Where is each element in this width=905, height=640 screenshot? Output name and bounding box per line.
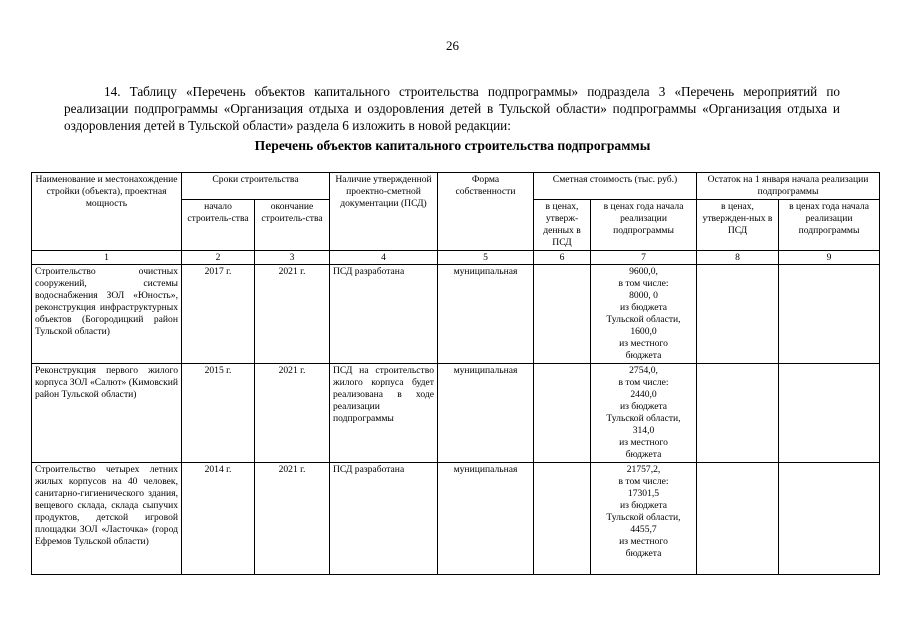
table-caption: Перечень объектов капитального строительства подпрограммы — [254, 138, 651, 153]
remainder-approved — [697, 265, 779, 364]
ownership-form: муниципальная — [438, 265, 534, 364]
table-row — [32, 463, 880, 575]
column-number-row — [32, 251, 880, 265]
intro-paragraph: 14. Таблицу «Перечень объектов капитального строительства подпрограммы» подраздела 3 «Перечень мероприятий по реализации подпрограммы «Организация отдыха и оздоровления детей в Тульской области» подпрограммы «Организация отдыха и оздоровления детей в Тульской области» раздела 6 изложить в новой редакции: — [64, 84, 840, 134]
estimate-line: 21757,2, — [626, 464, 661, 475]
estimate-line: в том числе: — [618, 278, 669, 289]
construction-start: 2015 г. — [182, 364, 255, 463]
ownership-form: муниципальная — [438, 463, 534, 575]
estimate-line: 2754,0, — [629, 365, 658, 376]
object-name: Реконструкция первого жилого корпуса ЗОЛ «Салют» (Кимовский район Тульской области) — [32, 364, 182, 463]
header-end: окончание строитель-ства — [255, 200, 330, 251]
construction-start: 2017 г. — [182, 265, 255, 364]
estimate-line: Тульской области, — [606, 512, 681, 523]
column-number: 4 — [330, 251, 438, 265]
estimate-line: Тульской области, — [606, 413, 681, 424]
estimate-year — [591, 463, 697, 575]
ownership-form: муниципальная — [438, 364, 534, 463]
header-name: Наименование и местонахождение стройки (объекта), проектная мощность — [32, 173, 182, 251]
estimate-line: из бюджета — [619, 500, 668, 511]
header-remainder-year: в ценах года начала реализации подпрограммы — [779, 200, 880, 251]
object-name: Строительство четырех летних жилых корпусов на 40 человек, санитарно-гигиенического здания, вещевого склада, склада сыпучих продуктов, детской игровой площадки ЗОЛ «Ласточка» (город Ефремов Тульской области) — [32, 463, 182, 575]
remainder-approved — [697, 463, 779, 575]
estimate-line: в том числе: — [618, 476, 669, 487]
header-row-top — [32, 173, 880, 200]
construction-end: 2021 г. — [255, 265, 330, 364]
column-number: 1 — [32, 251, 182, 265]
estimate-line: 8000, 0 — [629, 290, 658, 301]
estimate-year — [591, 364, 697, 463]
estimate-line: 2440,0 — [630, 389, 657, 400]
estimate-approved — [534, 463, 591, 575]
estimate-line: 9600,0, — [629, 266, 658, 277]
estimate-line: из бюджета — [619, 302, 668, 313]
column-number: 9 — [779, 251, 880, 265]
construction-end: 2021 г. — [255, 463, 330, 575]
estimate-line: 314,0 — [632, 425, 655, 436]
remainder-year — [779, 265, 880, 364]
remainder-year — [779, 463, 880, 575]
column-number: 6 — [534, 251, 591, 265]
psd-status: ПСД на строительство жилого корпуса будет реализована в ходе реализации подпрограммы — [330, 364, 438, 463]
psd-status: ПСД разработана — [330, 463, 438, 575]
psd-status: ПСД разработана — [330, 265, 438, 364]
construction-end: 2021 г. — [255, 364, 330, 463]
header-remainder-approved: в ценах, утвержден-ных в ПСД — [697, 200, 779, 251]
construction-start: 2014 г. — [182, 463, 255, 575]
table-row — [32, 364, 880, 463]
header-estimate-approved: в ценах, утверж-денных в ПСД — [534, 200, 591, 251]
estimate-line: из местного — [619, 338, 668, 349]
column-number: 2 — [182, 251, 255, 265]
header-start: начало строитель-ства — [182, 200, 255, 251]
estimate-line: Тульской области, — [606, 314, 681, 325]
column-number: 3 — [255, 251, 330, 265]
estimate-approved — [534, 364, 591, 463]
estimate-line: 4455,7 — [630, 524, 657, 535]
estimate-line: бюджета — [625, 350, 662, 361]
estimate-approved — [534, 265, 591, 364]
header-ownership: Форма собственности — [438, 173, 534, 251]
estimate-line: из бюджета — [619, 401, 668, 412]
estimate-year — [591, 265, 697, 364]
object-name: Строительство очистных сооружений, системы водоснабжения ЗОЛ «Юность», реконструкция инфраструктурных объектов (Богородицкий район Тульской области) — [32, 265, 182, 364]
estimate-line: в том числе: — [618, 377, 669, 388]
table-row — [32, 265, 880, 364]
remainder-year — [779, 364, 880, 463]
remainder-approved — [697, 364, 779, 463]
page-number: 26 — [446, 38, 459, 53]
estimate-line: бюджета — [625, 449, 662, 460]
estimate-line: из местного — [619, 536, 668, 547]
estimate-line: бюджета — [625, 548, 662, 559]
capital-objects-table — [31, 172, 880, 575]
header-estimate: Сметная стоимость (тыс. руб.) — [534, 173, 697, 200]
column-number: 8 — [697, 251, 779, 265]
column-number: 7 — [591, 251, 697, 265]
estimate-line: 1600,0 — [630, 326, 657, 337]
estimate-line: 17301,5 — [627, 488, 660, 499]
header-remainder: Остаток на 1 января начала реализации подпрограммы — [697, 173, 880, 200]
column-number: 5 — [438, 251, 534, 265]
header-psd: Наличие утвержденной проектно-сметной документации (ПСД) — [330, 173, 438, 251]
estimate-line: из местного — [619, 437, 668, 448]
header-estimate-year: в ценах года начала реализации подпрограммы — [591, 200, 697, 251]
header-terms: Сроки строительства — [182, 173, 330, 200]
